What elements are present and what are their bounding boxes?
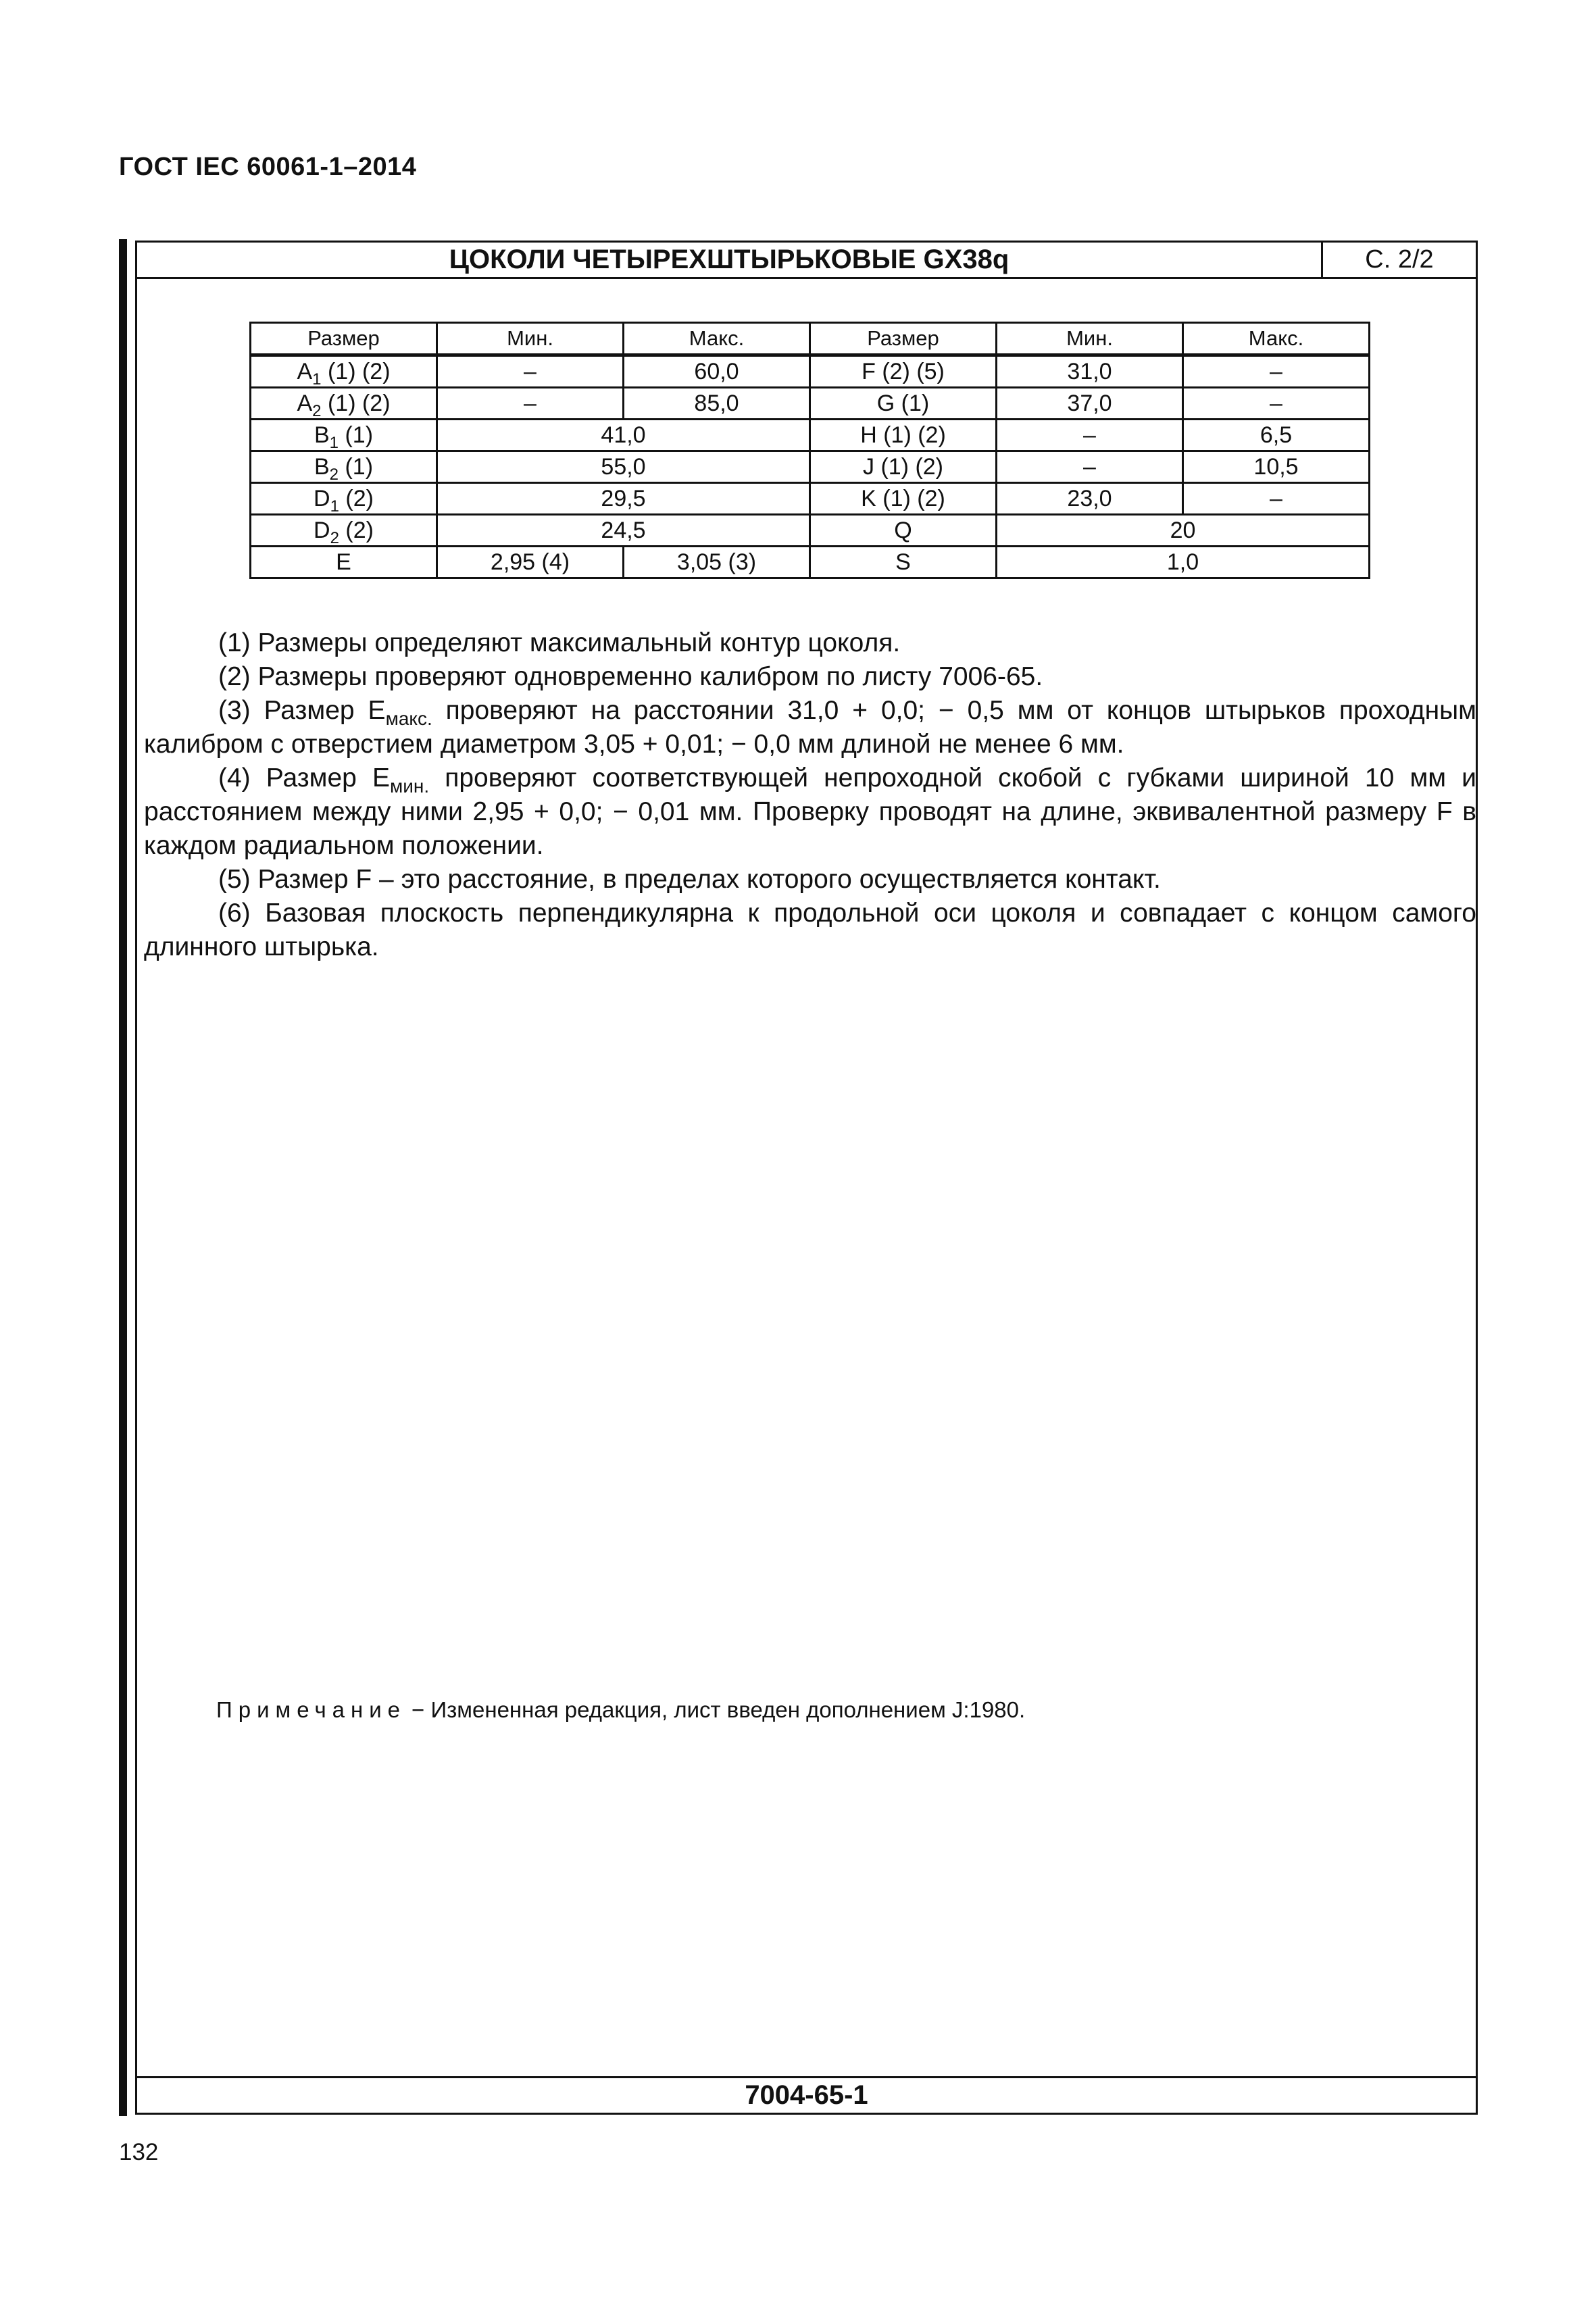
notes-section — [144, 626, 1476, 964]
dimension-designation — [251, 355, 437, 388]
dimension-subscript: 2 — [329, 465, 339, 483]
note-4 — [144, 761, 1476, 863]
dimension-letter: B — [314, 422, 330, 448]
dimension-note-ref: (2) — [345, 518, 374, 543]
column-header: Мин. — [437, 323, 624, 355]
remark-text: − Измененная редакция, лист введен дополнением J:1980. — [412, 1697, 1026, 1722]
dimension-value: 41,0 — [437, 420, 810, 451]
note-2: (2) Размеры проверяют одновременно калибром по листу 7006-65. — [218, 662, 1043, 691]
max-value: – — [1183, 388, 1370, 420]
note-3-subscript: макс. — [385, 707, 432, 729]
min-value: – — [437, 355, 624, 388]
max-value: 85,0 — [624, 388, 810, 420]
note-3-rest: проверяют на расстоянии 31,0 + 0,0; − 0,5 мм от концов штырьков проходным калибром с отверстием диаметром 3,05 + 0,01; − 0,0 мм длиной не менее 6 мм. — [144, 696, 1476, 759]
dimension-note-ref: (1) (2) — [327, 391, 391, 416]
dimension-value: 29,5 — [437, 483, 810, 515]
dimension-designation — [251, 388, 437, 420]
note-1: (1) Размеры определяют максимальный контур цоколя. — [218, 628, 901, 657]
dimension-designation — [251, 547, 437, 578]
min-value: – — [997, 451, 1183, 483]
note-3-start: (3) Размер E — [218, 696, 386, 725]
note-4-start: (4) Размер E — [218, 763, 390, 793]
dimension-designation — [251, 420, 437, 451]
table-row — [251, 515, 1370, 547]
dimension-designation: Q — [810, 515, 997, 547]
note-4-subscript: мин. — [389, 775, 430, 797]
dimension-subscript: 1 — [312, 370, 322, 388]
max-value: 10,5 — [1183, 451, 1370, 483]
dimension-letter: D — [314, 486, 330, 511]
table-row — [251, 451, 1370, 483]
dimension-subscript: 2 — [312, 401, 322, 420]
sheet-title: ЦОКОЛИ ЧЕТЫРЕХШТЫРЬКОВЫЕ GX38q — [449, 245, 1009, 274]
max-value: – — [1183, 483, 1370, 515]
min-value: 2,95 (4) — [437, 547, 624, 578]
remark-label: Примечание — [216, 1697, 407, 1722]
min-value: 23,0 — [997, 483, 1183, 515]
dimension-designation — [251, 451, 437, 483]
dimension-letter: A — [297, 359, 313, 384]
change-bar — [119, 239, 127, 2116]
max-value: – — [1183, 355, 1370, 388]
min-value: 31,0 — [997, 355, 1183, 388]
dimension-subscript: 1 — [329, 433, 339, 451]
dimension-note-ref: (1) — [345, 422, 374, 448]
dimension-letter: B — [314, 454, 330, 480]
document-code: ГОСТ IEC 60061-1–2014 — [119, 153, 417, 181]
note-6: (6) Базовая плоскость перпендикулярна к продольной оси цоколя и совпадает с концом самого длинного штырька. — [144, 899, 1476, 961]
dimension-designation: S — [810, 547, 997, 578]
dimension-note-ref: (2) — [345, 486, 374, 511]
dimension-designation: K (1) (2) — [810, 483, 997, 515]
dimension-value: 1,0 — [997, 547, 1370, 578]
table-row — [251, 388, 1370, 420]
table-row — [251, 547, 1370, 578]
table-row — [251, 420, 1370, 451]
dimension-designation: G (1) — [810, 388, 997, 420]
dimension-value: 55,0 — [437, 451, 810, 483]
column-header: Размер — [251, 323, 437, 355]
remark — [216, 1695, 1025, 1725]
dimensions-table — [249, 322, 1370, 579]
dimension-letter: A — [297, 391, 313, 416]
sheet-code: 7004-65-1 — [137, 2076, 1476, 2113]
column-header: Размер — [810, 323, 997, 355]
sheet-header — [137, 243, 1476, 279]
table-header-row — [251, 323, 1370, 355]
table-row — [251, 483, 1370, 515]
sheet-frame — [135, 241, 1478, 2115]
dimension-note-ref: (1) — [345, 454, 374, 480]
dimension-letter: D — [314, 518, 330, 543]
max-value: 60,0 — [624, 355, 810, 388]
sheet-page: С. 2/2 — [1321, 243, 1476, 277]
dimension-designation: J (1) (2) — [810, 451, 997, 483]
table-body — [251, 355, 1370, 578]
note-4-rest: проверяют соответствующей непроходной скобой с губками шириной 10 мм и расстоянием между ними 2,95 + 0,0; − 0,01 мм. Проверку проводят на длине, эквивалентной размеру F в каждом радиальном положении. — [144, 763, 1476, 860]
dimension-designation — [251, 515, 437, 547]
dimension-designation: F (2) (5) — [810, 355, 997, 388]
dimension-designation: H (1) (2) — [810, 420, 997, 451]
dimension-subscript: 2 — [330, 528, 339, 547]
dimension-designation — [251, 483, 437, 515]
dimension-letter: E — [336, 549, 351, 575]
table-row — [251, 355, 1370, 388]
dimension-subscript: 1 — [330, 497, 339, 515]
max-value: 3,05 (3) — [624, 547, 810, 578]
note-5: (5) Размер F – это расстояние, в пределах которого осуществляется контакт. — [218, 865, 1161, 894]
min-value: – — [997, 420, 1183, 451]
column-header: Макс. — [624, 323, 810, 355]
dimension-value: 24,5 — [437, 515, 810, 547]
dimension-note-ref: (1) (2) — [327, 359, 391, 384]
min-value: 37,0 — [997, 388, 1183, 420]
min-value: – — [437, 388, 624, 420]
max-value: 6,5 — [1183, 420, 1370, 451]
page-number: 132 — [119, 2139, 159, 2165]
column-header: Мин. — [997, 323, 1183, 355]
column-header: Макс. — [1183, 323, 1370, 355]
dimension-value: 20 — [997, 515, 1370, 547]
note-3 — [144, 694, 1476, 761]
